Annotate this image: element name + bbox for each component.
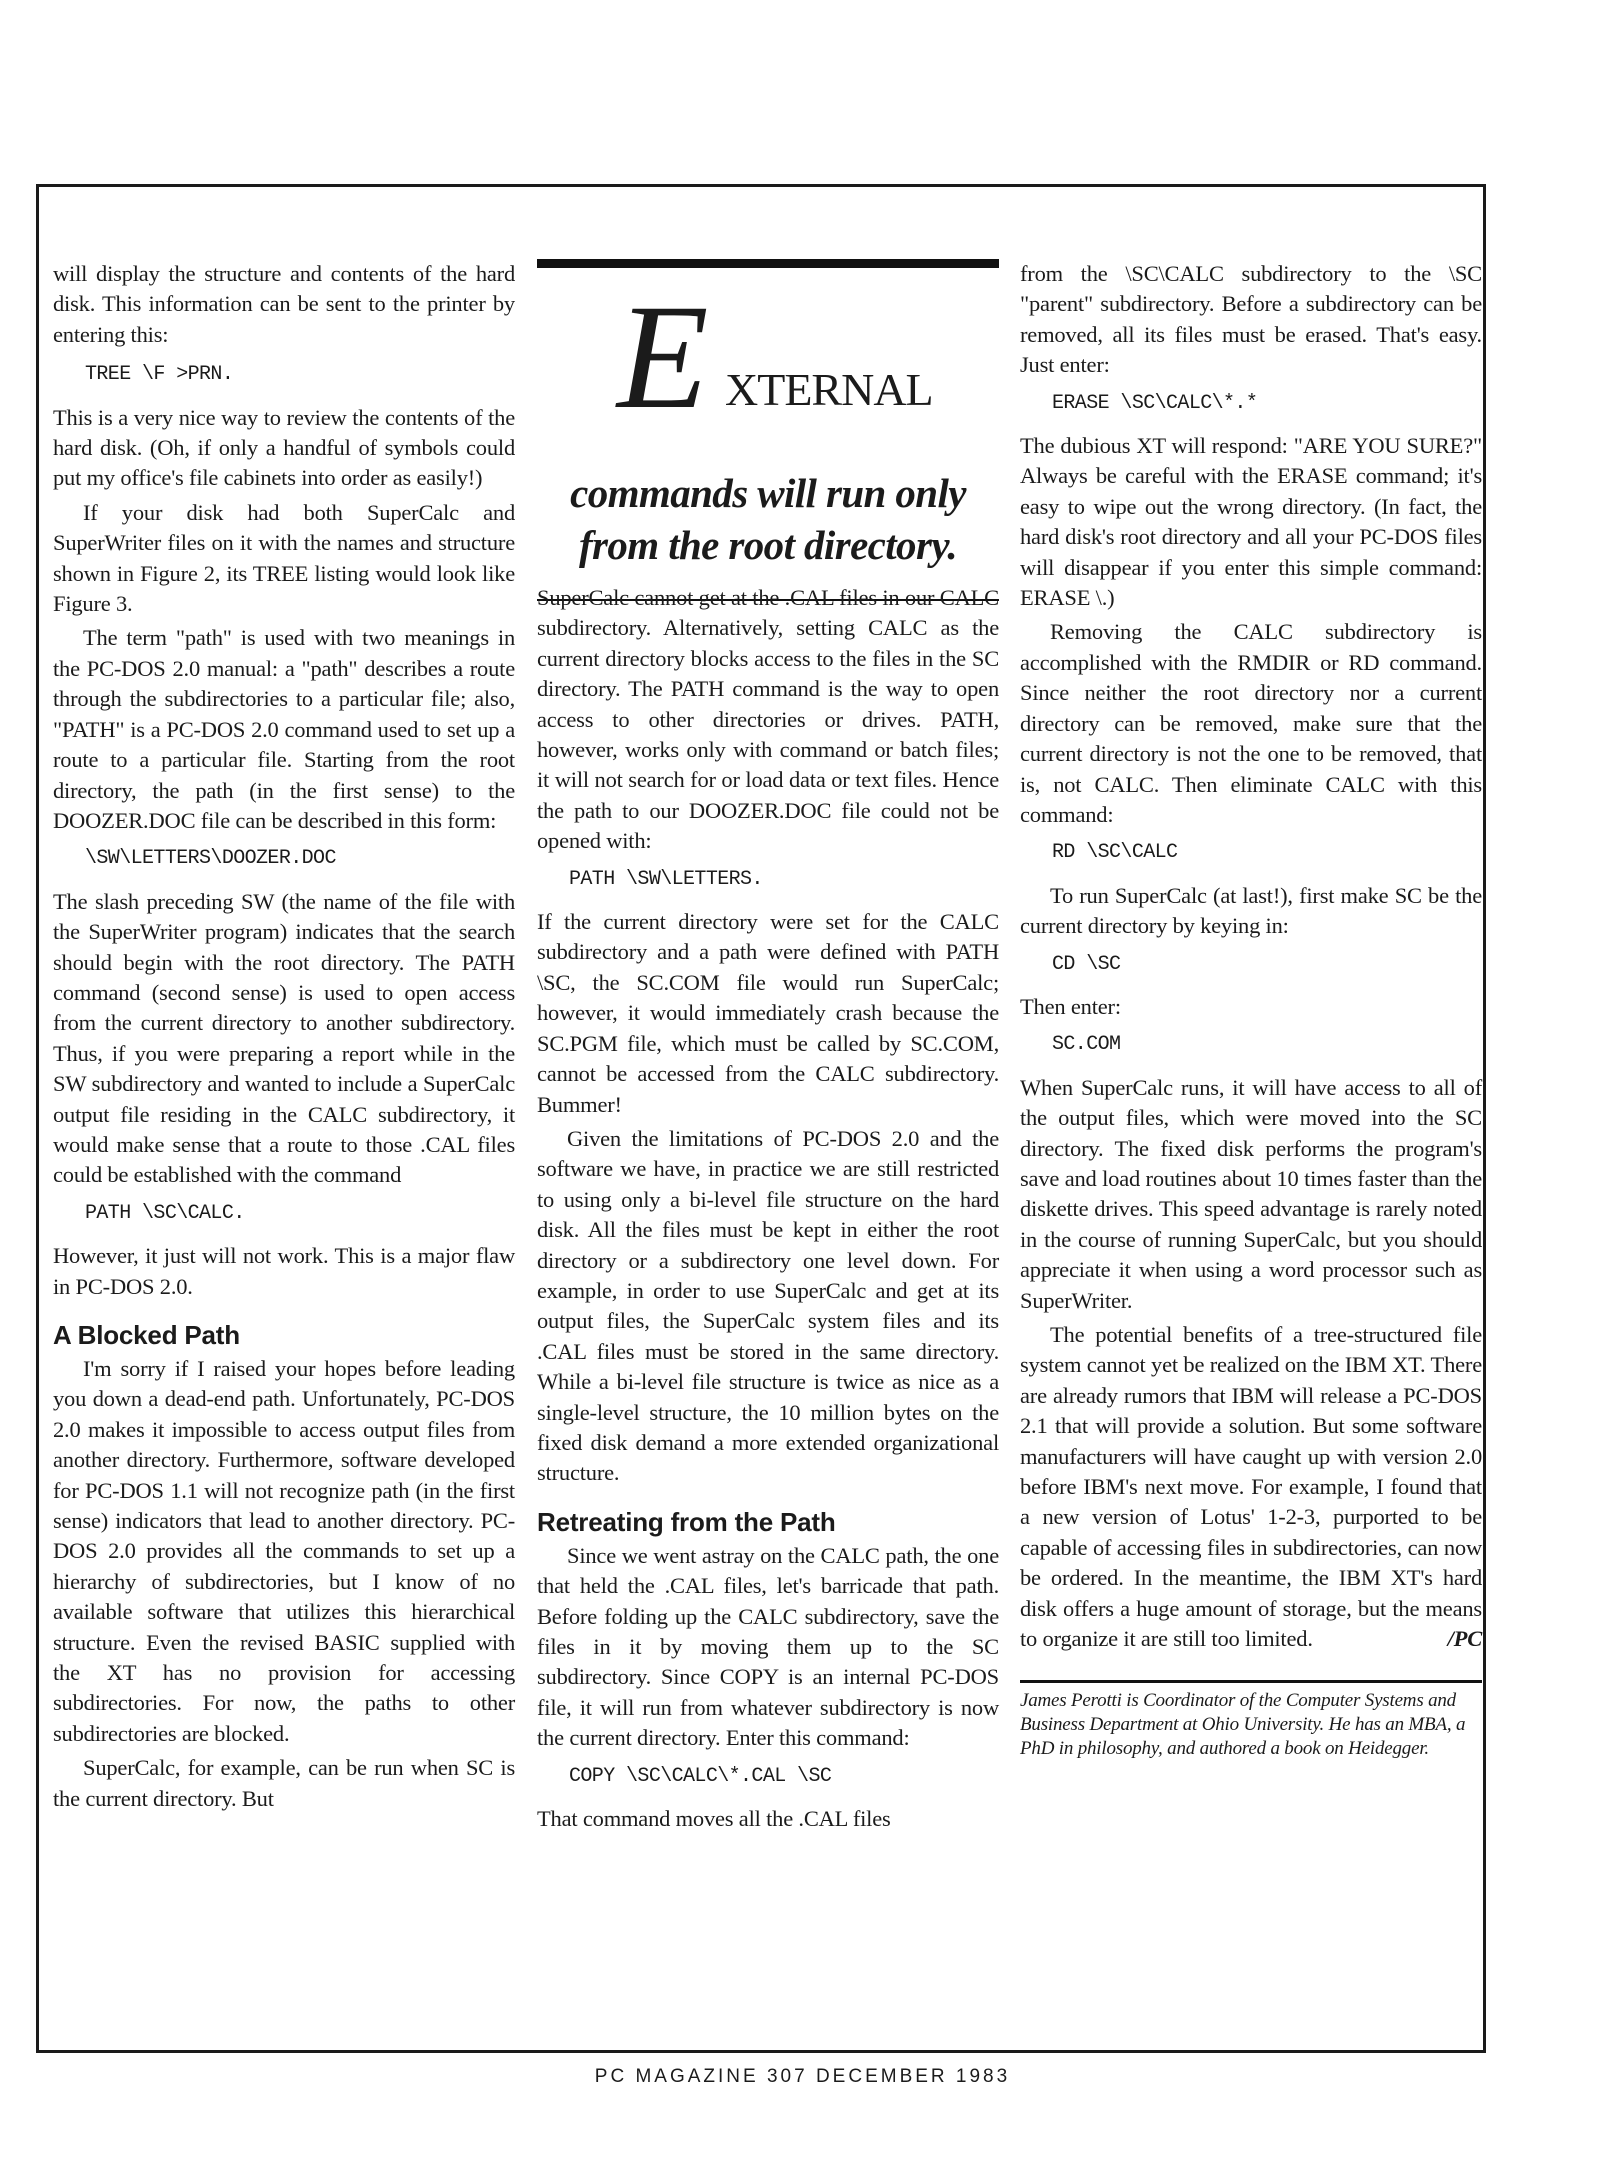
pull-quote-top-bar bbox=[537, 259, 999, 268]
code-line: PATH \SW\LETTERS. bbox=[569, 867, 763, 891]
paragraph bbox=[1020, 1320, 1482, 1654]
paragraph: SuperCalc cannot get at the .CAL files in our CALC subdirectory. Alternatively, setting CALC as the current directory blocks access to the files in the SC directory. The PATH command is the way to open access to other directories or drives. PATH, however, works only with command or batch files; it will not search for or load data or text files. Hence the path to our DOOZER.DOC file could not be opened with: bbox=[537, 585, 999, 854]
paragraph: The term "path" is used with two meanings in the PC-DOS 2.0 manual: a "path" describes a route through the subdirectories to a particular file; also, "PATH" is a PC-DOS 2.0 command used to set up a route to a particular file. Starting from the root directory, the path (in the first sense) to the DOOZER.DOC file can be described in this form: bbox=[53, 625, 515, 833]
page-footer: PC MAGAZINE 307 DECEMBER 1983 bbox=[594, 2066, 1011, 2087]
code-line: COPY \SC\CALC\*.CAL \SC bbox=[569, 1764, 832, 1788]
pull-quote-headword: XTERNAL bbox=[725, 364, 933, 415]
code-line: RD \SC\CALC bbox=[1052, 841, 1178, 865]
signoff: /PC bbox=[1447, 1626, 1482, 1652]
paragraph: SuperCalc, for example, can be run when SC is the current directory. But bbox=[53, 1755, 515, 1811]
code-line: SC.COM bbox=[1052, 1033, 1121, 1057]
paragraph: If your disk had both SuperCalc and SuperWriter files on it with the names and structure shown in Figure 2, its TREE listing would look like Figure 3. bbox=[53, 499, 515, 617]
paragraph-text: The potential benefits of a tree-structured file system cannot yet be realized on the IBM XT. There are already rumors that IBM will release a PC-DOS 2.1 that will provide a solution. But some software manufacturers will have caught up with version 2.0 before IBM's next move. For example, I found that a new version of Lotus' 1-2-3, purported to be capable of accessing files in subdirectories, can now be ordered. In the meantime, the IBM XT's hard disk offers a huge amount of storage, but the means to organize it are still too limited. bbox=[1020, 1322, 1482, 1652]
column-2 bbox=[537, 583, 999, 1838]
paragraph: will display the structure and contents of the hard disk. This information can be sent to the printer by entering this: bbox=[53, 261, 515, 347]
paragraph: The slash preceding SW (the name of the file with the SuperWriter program) indicates that the search should begin with the root directory. The PATH command (second sense) is used to open access from the current directory to another subdirectory. Thus, if you were preparing a report while in the SW subdirectory and wanted to include a SuperCalc output file residing in the CALC subdirectory, it would make sense that a route to those .CAL files could be established with the command bbox=[53, 888, 515, 1188]
code-line: CD \SC bbox=[1052, 952, 1121, 976]
paragraph: I'm sorry if I raised your hopes before leading you down a dead-end path. Unfortunately, PC-DOS 2.0 makes it impossible to access output files from another directory. Furthermore, software developed for PC-DOS 1.1 will not recognize path (in the first sense) indicators that lead to another directory. PC-DOS 2.0 provides all the commands to set up a hierarchy of subdirectories, but I know of no available software that utilizes this hierarchical structure. Even the revised BASIC supplied with the XT has no provision for accessing subdirectories. For now, the paths to other subdirectories are blocked. bbox=[53, 1356, 515, 1746]
paragraph: To run SuperCalc (at last!), first make SC be the current directory by keying in: bbox=[1020, 882, 1482, 939]
paragraph: Since we went astray on the CALC path, the one that held the .CAL files, let's barricade that path. Before folding up the CALC subdirectory, save the files in it by moving them up to the SC subdirectory. Since COPY is an internal PC-DOS file, it will run from whatever subdirectory is now the current directory. Enter this command: bbox=[537, 1542, 999, 1751]
paragraph: If the current directory were set for the CALC subdirectory and a path were defined with PATH \SC, the SC.COM file would run SuperCalc; however, it would immediately crash because the SC.PGM file, which must be called by SC.COM, cannot be accessed from the CALC subdirectory. Bummer! bbox=[537, 909, 999, 1117]
code-line: PATH \SC\CALC. bbox=[85, 1201, 245, 1225]
code-line: TREE \F >PRN. bbox=[85, 363, 234, 387]
section-heading: Retreating from the Path bbox=[537, 1506, 836, 1537]
paragraph: from the \SC\CALC subdirectory to the \SC "parent" subdirectory. Before a subdirectory can be removed, all its files must be erased. That's easy. Just enter: bbox=[1020, 261, 1482, 378]
paragraph: That command moves all the .CAL files bbox=[537, 1806, 891, 1832]
column-1 bbox=[53, 259, 515, 1818]
author-bio: James Perotti is Coordinator of the Computer Systems and Business Department at Ohio University. He has an MBA, a PhD in philosophy, and authored a book on Heidegger. bbox=[1020, 1680, 1482, 1761]
code-line: ERASE \SC\CALC\*.* bbox=[1052, 391, 1258, 415]
section-heading: A Blocked Path bbox=[53, 1320, 240, 1350]
code-line: \SW\LETTERS\DOOZER.DOC bbox=[85, 847, 336, 871]
paragraph: Then enter: bbox=[1020, 993, 1121, 1019]
paragraph: Removing the CALC subdirectory is accomplished with the RMDIR or RD command. Since neither the root directory nor a current directory can be removed, make sure that the current directory is not the one to be removed, that is, not CALC. Then eliminate CALC with this command: bbox=[1020, 619, 1482, 827]
paragraph: Given the limitations of PC-DOS 2.0 and the software we have, in practice we are still restricted to using only a bi-level file structure on the hard disk. All the files must be kept in either the root directory or a subdirectory one level down. For example, in order to use SuperCalc and get at its output files, the SuperCalc system files and its .CAL files must be stored in the same directory. While a bi-level file structure is twice as nice as a single-level structure, the 10 million bytes on the fixed disk demand a more extended organizational structure. bbox=[537, 1125, 999, 1486]
paragraph: The dubious XT will respond: "ARE YOU SURE?" Always be careful with the ERASE command; it's easy to wipe out the wrong directory. (In fact, the hard disk's root directory and all your PC-DOS files will disappear if you enter this simple command: ERASE \.) bbox=[1020, 433, 1482, 611]
article-frame bbox=[36, 184, 1486, 2053]
pull-quote-text: commands will run only from the root directory. bbox=[570, 470, 966, 568]
drop-cap-letter: E bbox=[617, 274, 709, 440]
paragraph: However, it just will not work. This is a major flaw in PC-DOS 2.0. bbox=[53, 1243, 515, 1299]
column-3 bbox=[1020, 259, 1482, 1761]
paragraph: When SuperCalc runs, it will have access to all of the output files, which were moved into the SC directory. The fixed disk performs the program's save and load routines about 10 times faster than the diskette drives. This speed advantage is rarely noted in the course of running SuperCalc, but you should appreciate it when using a word processor such as SuperWriter. bbox=[1020, 1074, 1482, 1313]
paragraph: This is a very nice way to review the contents of the hard disk. (Oh, if only a handful of symbols could put my office's file cabinets into order as easily!) bbox=[53, 404, 515, 491]
